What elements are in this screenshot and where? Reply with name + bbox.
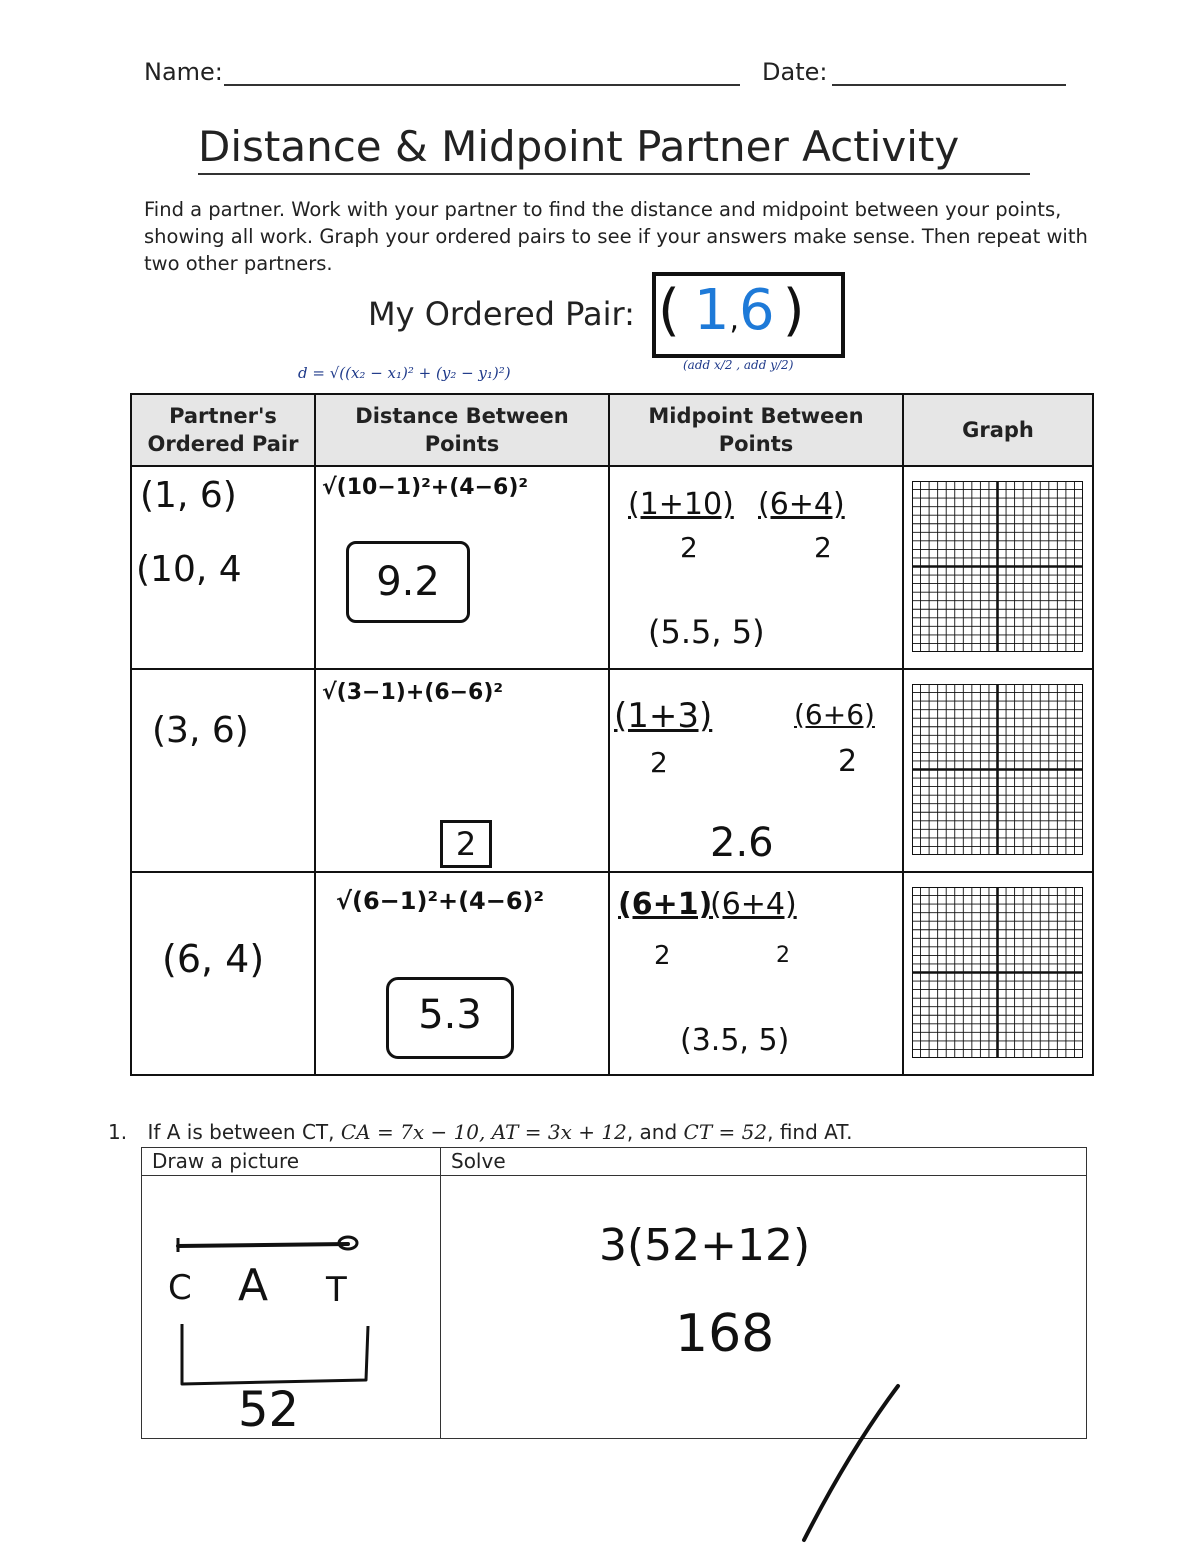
coordinate-grid[interactable]: [912, 684, 1083, 855]
midpoint-x-numerator: (1+10): [628, 487, 734, 522]
midpoint-cell[interactable]: [609, 872, 903, 1075]
midpoint-x-denominator: 2: [654, 941, 671, 971]
point-a-label: A: [238, 1260, 269, 1311]
question-1-work-table: [141, 1147, 1087, 1439]
table-row: [131, 669, 1093, 872]
segment-length-label: 52: [238, 1382, 300, 1438]
partner-cell[interactable]: [131, 466, 315, 669]
distance-cell[interactable]: [315, 466, 609, 669]
solve-header: Solve: [441, 1148, 1087, 1176]
midpoint-cell[interactable]: [609, 669, 903, 872]
distance-answer: 5.3: [386, 977, 514, 1059]
coordinate-grid[interactable]: [912, 887, 1083, 1058]
midpoint-x-numerator: (6+1): [618, 887, 713, 922]
distance-cell[interactable]: [315, 669, 609, 872]
midpoint-y-numerator: (6+4): [758, 487, 845, 522]
distance-work: √(3−1)+(6−6)²: [322, 680, 504, 705]
distance-work: √(10−1)²+(4−6)²: [322, 475, 529, 500]
distance-answer: 2: [440, 820, 492, 868]
question-equation-1: CA = 7x − 10, AT = 3x + 12: [340, 1120, 627, 1144]
my-ordered-pair-label: My Ordered Pair:: [368, 295, 635, 333]
table-row: [131, 466, 1093, 669]
draw-picture-area[interactable]: [142, 1176, 441, 1439]
partner-pair-line: (6, 4): [162, 937, 265, 981]
midpoint-answer: (5.5, 5): [648, 613, 765, 651]
header-partner: Partner's Ordered Pair: [131, 394, 315, 466]
partner-cell[interactable]: [131, 872, 315, 1075]
graph-cell[interactable]: [903, 466, 1093, 669]
graph-cell[interactable]: [903, 669, 1093, 872]
midpoint-y-denominator: 2: [776, 943, 790, 968]
check-mark-stroke: [790, 1380, 910, 1550]
question-text-c: , find AT.: [767, 1120, 853, 1144]
header-distance: Distance Between Points: [315, 394, 609, 466]
midpoint-x-denominator: 2: [680, 531, 698, 564]
question-number: 1.: [108, 1120, 128, 1144]
solve-area[interactable]: [441, 1176, 1087, 1439]
page-title: Distance & Midpoint Partner Activity: [198, 122, 1030, 175]
partner-pair-line: (10, 4: [136, 549, 242, 590]
my-ordered-pair-value: ( 1,6 ): [658, 278, 805, 343]
midpoint-y-numerator: (6+6): [794, 698, 875, 731]
midpoint-answer: 2.6: [710, 820, 774, 866]
header-midpoint: Midpoint Between Points: [609, 394, 903, 466]
name-field[interactable]: [224, 84, 740, 86]
question-equation-2: CT = 52: [683, 1120, 768, 1144]
midpoint-answer: (3.5, 5): [680, 1023, 790, 1058]
midpoint-cell[interactable]: [609, 466, 903, 669]
distance-answer: 9.2: [346, 541, 470, 623]
midpoint-formula: (add x/2 , add y/2): [683, 358, 794, 372]
instructions: Find a partner. Work with your partner to find the distance and midpoint between your points, showing all work. Graph your ordered pairs to see if your answers make sense. Then repeat with two other partners.: [144, 198, 1088, 275]
partner-cell[interactable]: [131, 669, 315, 872]
distance-formula: d = √((x₂ − x₁)² + (y₂ − y₁)²): [298, 364, 511, 382]
distance-work: √(6−1)²+(4−6)²: [336, 887, 545, 915]
solve-line: 168: [675, 1304, 775, 1364]
question-text-a: If A is between CT,: [147, 1120, 341, 1144]
table-row: [131, 872, 1093, 1075]
point-c-label: C: [168, 1268, 192, 1308]
partner-pair-line: (3, 6): [152, 710, 249, 751]
midpoint-x-numerator: (1+3): [614, 696, 713, 736]
partner-pair-line: (1, 6): [140, 475, 237, 516]
question-1: [108, 1120, 852, 1144]
graph-cell[interactable]: [903, 872, 1093, 1075]
segment-drawing: [170, 1216, 370, 1406]
midpoint-y-numerator: (6+4): [710, 887, 797, 922]
date-label: Date:: [762, 58, 828, 86]
header-graph: Graph: [903, 394, 1093, 466]
coordinate-grid[interactable]: [912, 481, 1083, 652]
midpoint-y-denominator: 2: [814, 531, 832, 564]
distance-cell[interactable]: [315, 872, 609, 1075]
draw-picture-header: Draw a picture: [142, 1148, 441, 1176]
point-t-label: T: [326, 1270, 347, 1310]
midpoint-x-denominator: 2: [650, 746, 668, 779]
name-label: Name:: [144, 58, 223, 86]
solve-line: 3(52+12): [599, 1220, 811, 1271]
date-field[interactable]: [832, 84, 1066, 86]
activity-table: [130, 393, 1094, 1076]
midpoint-y-denominator: 2: [838, 744, 858, 779]
question-text-b: , and: [626, 1120, 684, 1144]
